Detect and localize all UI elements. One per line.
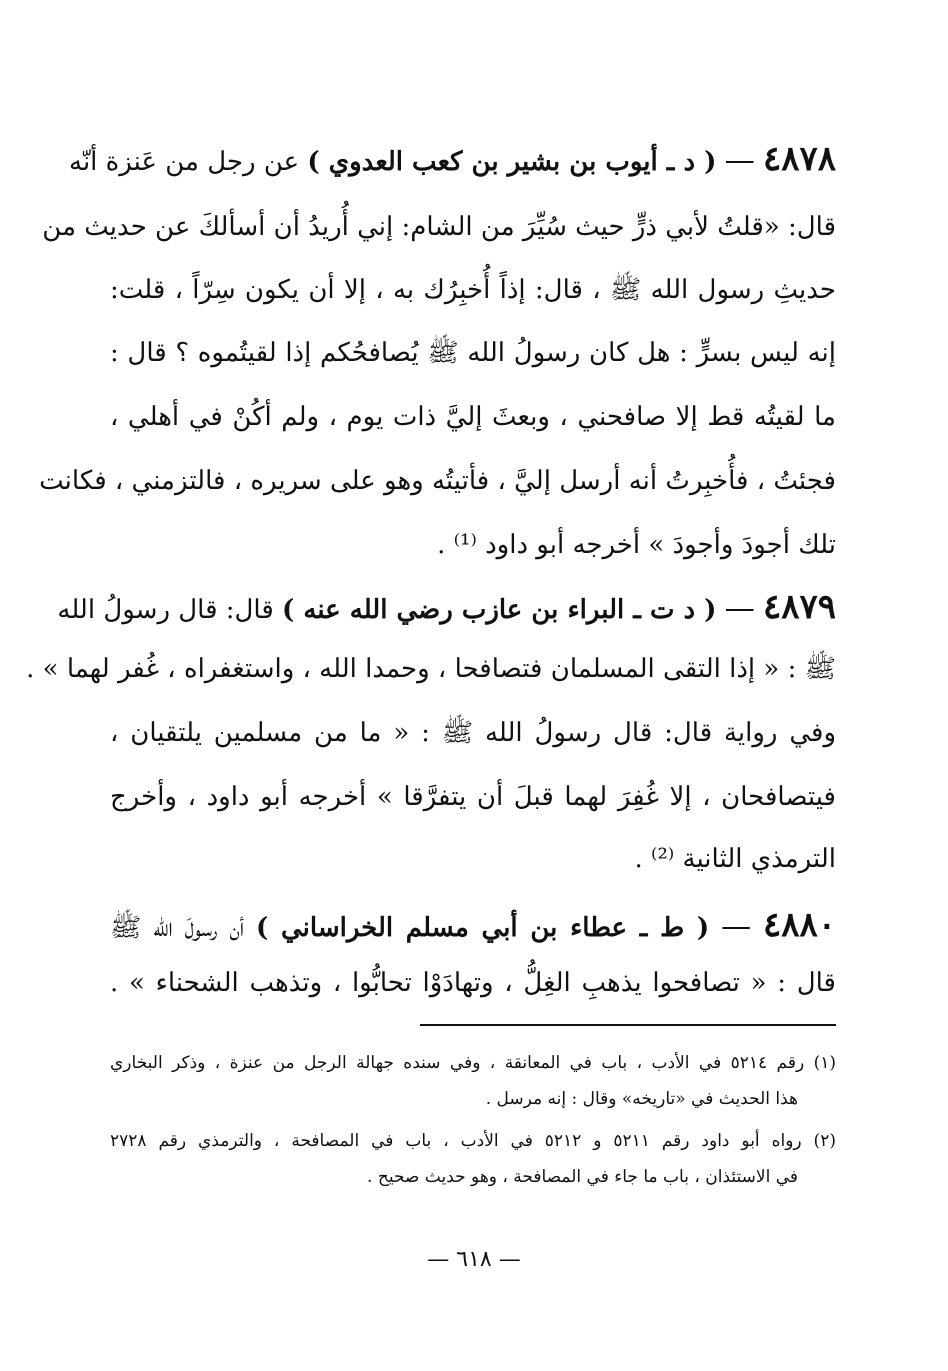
footnote-separator xyxy=(420,1024,836,1026)
hadith-text-line: فيتصافحان ، إلا غُفِرَ لهما قبلَ أن يتفرَّقا » أخرجه أبو داود ، وأخرج xyxy=(110,782,836,812)
hadith-text: عن رجل من عَنزة أنّه xyxy=(69,147,300,177)
footnote-2-line: في الاستئذان ، باب ما جاء في المصافحة ، وهو حديث صحيح . xyxy=(367,1167,798,1187)
footnote-2-line: (٢) رواه أبو داود رقم ٥٢١١ و ٥٢١٢ في الأدب ، باب في المصافحة ، والترمذي رقم ٢٧٢٨ xyxy=(110,1131,836,1151)
hadith-number: ٤٨٨٠ xyxy=(762,905,837,945)
hadith-heading-line xyxy=(69,130,836,188)
hadith-text-line: وفي رواية قال: قال رسولُ الله ﷺ : « ما من مسلمين يلتقيان ، xyxy=(110,718,836,748)
hadith-heading-line xyxy=(57,578,836,636)
hadith-text: أن رسولَ الله ﷺ xyxy=(110,913,245,943)
hadith-text-line: قال : « تصافحوا يذهبِ الغِلُّ ، وتهادَوْا تحابُّوا ، وتذهب الشحناء » . xyxy=(110,968,836,998)
entry-dash: — xyxy=(724,591,755,626)
hadith-source: ( د ت ـ البراء بن عازب رضي الله عنه ) xyxy=(282,595,717,625)
hadith-text-line: ﷺ : « إذا التقى المسلمان فتصافحا ، وحمدا الله ، واستغفراه ، غُفر لهما » . xyxy=(26,654,836,684)
hadith-number: ٤٨٧٨ xyxy=(762,139,836,179)
hadith-text: قال: قال رسولُ الله xyxy=(57,595,274,625)
footnote-1-line: (١) رقم ٥٢١٤ في الأدب ، باب في المعانقة ، وفي سنده جهالة الرجل من عنزة ، وذكر البخاري xyxy=(110,1053,836,1073)
page-number: — ٦١٨ — xyxy=(427,1247,521,1272)
hadith-text-line: تلك أجودَ وأجودَ » أخرجه أبو داود ⁽¹⁾ . xyxy=(437,530,836,560)
hadith-text-line: إنه ليس بسرٍّ : هل كان رسولُ الله ﷺ يُصافحُكم إذا لقيتُموه ؟ قال : xyxy=(110,338,836,368)
hadith-text-line: ما لقيتُه قط إلا صافحني ، وبعثَ إليَّ ذات يوم ، ولم أكُنْ في أهلي ، xyxy=(110,402,836,432)
hadith-heading-line xyxy=(110,896,836,954)
footnote-1-line: هذا الحديث في «تاريخه» وقال : إنه مرسل . xyxy=(485,1089,798,1109)
hadith-text-line: فجئتُ ، فأُخبِرتُ أنه أرسل إليَّ ، فأتيتُه وهو على سريره ، فالتزمني ، فكانت xyxy=(39,466,836,496)
hadith-number: ٤٨٧٩ xyxy=(762,587,836,627)
entry-dash: — xyxy=(724,143,755,178)
hadith-source: ( ط ـ عطاء بن أبي مسلم الخراساني ) xyxy=(255,913,710,943)
hadith-text-line: الترمذي الثانية ⁽²⁾ . xyxy=(634,844,836,874)
hadith-text-line: حديثِ رسول الله ﷺ ، قال: إذاً أُخبِرُك به ، إلا أن يكون سِرّاً ، قلت: xyxy=(110,275,836,305)
hadith-source: ( د ـ أيوب بن بشير بن كعب العدوي ) xyxy=(307,147,717,177)
entry-dash: — xyxy=(721,909,752,944)
hadith-text-line: قال: «قلتُ لأبي ذرٍّ حيث سُيِّرَ من الشام: إني أُريدُ أن أسألكَ عن حديث من xyxy=(42,212,836,242)
